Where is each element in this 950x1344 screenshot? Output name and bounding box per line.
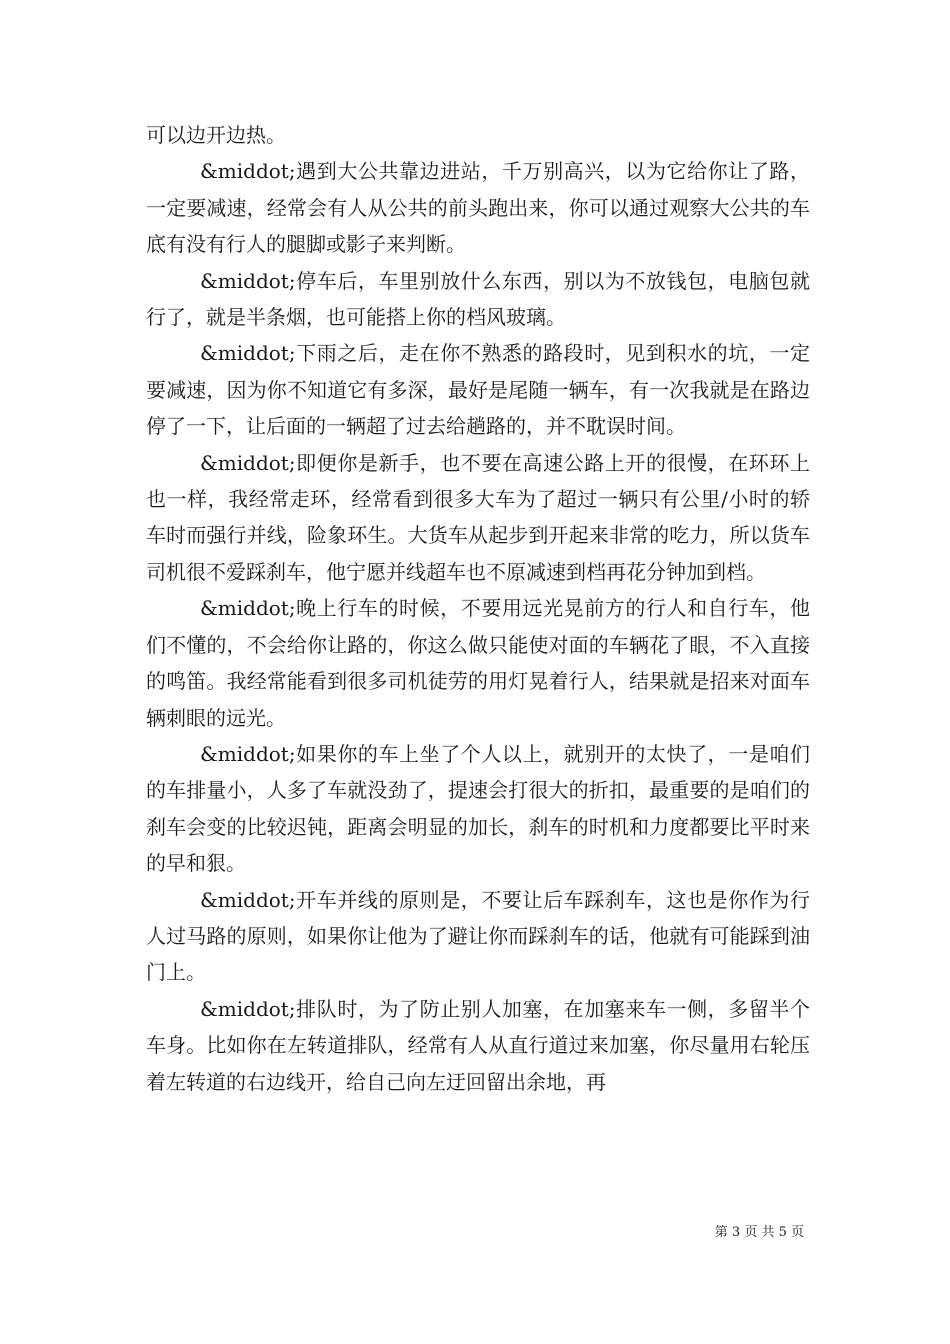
paragraph-passengers: &middot;如果你的车上坐了个人以上，就别开的太快了，一是咱们的车排量小，人多了车就没劲了，提速会打很大的折扣，最重要的是咱们的刹车会变的比较迟钝，距离会明显的加长，刹车的时机和力度都要比平时来的早和狠。 (146, 741, 810, 876)
paragraph-highway: &middot;即便你是新手，也不要在高速公路上开的很慢，在环环上也一样，我经常走环，经常看到很多大车为了超过一辆只有公里/小时的轿车时而强行并线，险象环生。大货车从起步到开起来非常的吃力，所以货车司机很不爱踩刹车，他宁愿并线超车也不原减速到档再花分钟加到档。 (146, 450, 810, 584)
paragraph-rain: &middot;下雨之后，走在你不熟悉的路段时，见到积水的坑，一定要减速，因为你不知道它有多深，最好是尾随一辆车，有一次我就是在路边停了一下，让后面的一辆超了过去给趟路的，并不耽误时间。 (146, 341, 810, 439)
paragraph-lane-change: &middot;开车并线的原则是，不要让后车踩刹车，这也是你作为行人过马路的原则，如果你让他为了避让你而踩刹车的话，他就有可能踩到油门上。 (146, 887, 810, 985)
paragraph-bus-stop: &middot;遇到大公共靠边进站，千万别高兴，以为它给你让了路，一定要减速，经常会有人从公共的前头跑出来，你可以通过观察大公共的车底有没有行人的腿脚或影子来判断。 (146, 159, 810, 257)
document-body (146, 117, 810, 1100)
page-number-footer: 第 3 页 共 5 页 (714, 1225, 804, 1240)
paragraph-night-driving: &middot;晚上行车的时候，不要用远光晃前方的行人和自行车，他们不懂的，不会给你让路的，你这么做只能使对面的车辆花了眼，不入直接的鸣笛。我经常能看到很多司机徒劳的用灯晃着行人，结果就是招来对面车辆刺眼的远光。 (146, 596, 810, 730)
paragraph-parking: &middot;停车后，车里别放什么东西，别以为不放钱包，电脑包就行了，就是半条烟，也可能搭上你的档风玻璃。 (146, 268, 810, 330)
paragraph-queueing: &middot;排队时，为了防止别人加塞，在加塞来车一侧，多留半个车身。比如你在左转道排队，经常有人从直行道过来加塞，你尽量用右轮压着左转道的右边线开，给自己向左迂回留出余地，再 (146, 996, 810, 1094)
paragraph-continuation: 可以边开边热。 (146, 123, 286, 147)
